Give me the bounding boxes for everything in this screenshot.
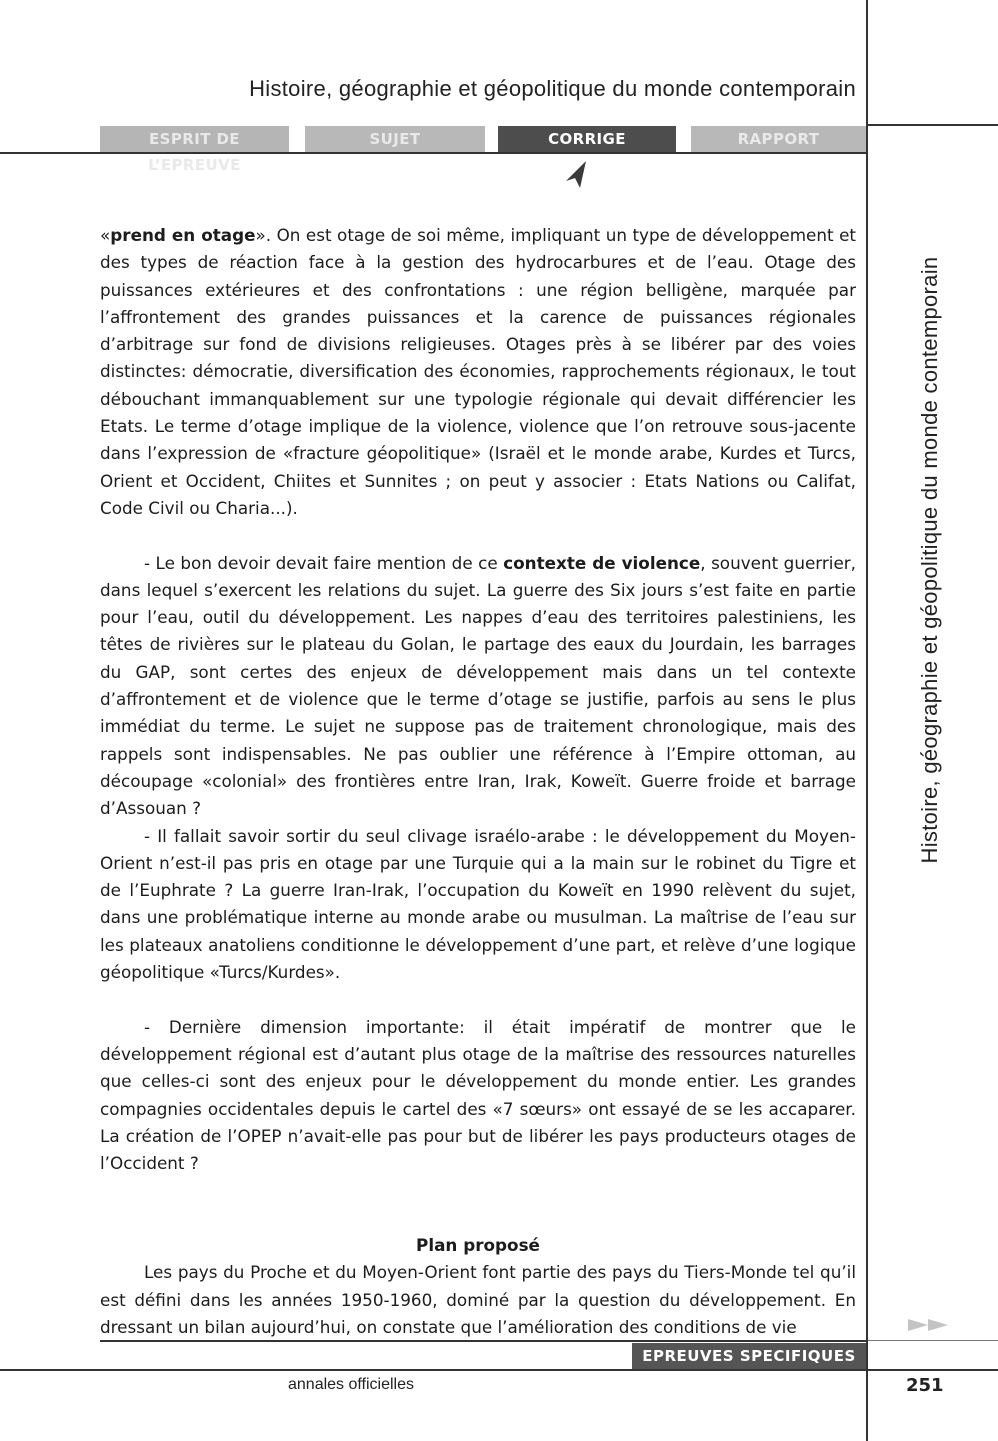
section-label-badge: EPREUVES SPECIFIQUES [632,1343,866,1369]
tabs-bottom-rule [0,152,866,154]
page-header-title: Histoire, géographie et géopolitique du monde contemporain [249,76,856,101]
publication-name: annales officielles [288,1376,415,1393]
paragraph-1: «prend en otage». On est otage de soi même, impliquant un type de développement et des types de réaction face à la gestion des hydrocarbures et de l’eau. Otage des puissances extérieures et des confrontations : une région belligène, marquée par l’affrontement des grandes puissances et la carence de puissances régionales d’arbitrage sur fond de divisions religieuses. Otages près à se libérer par des voies distinctes: démocratie, diversification des économies, rapprochements régionaux, le tout débouchant immanquablement sur une typologie régionale qui devait différencier les Etats. Le terme d’otage implique de la violence, violence que l’on retrouve sous-jacente dans l’expression de «fracture géopolitique» (Israël et le monde arabe, Kurdes et Turcs, Orient et Occident, Chiites et Sunnites ; on peut y associer : Etats Nations ou Califat, Code Civil ou Charia...). [100,225,856,518]
footer-top-rule [100,1340,866,1342]
plan-heading: Plan proposé [416,1234,540,1255]
paragraph-2: - Le bon devoir devait faire mention de ce contexte de violence, souvent guerrier, dans lequel s’exercent les relations du sujet. La guerre des Six jours s’est faite en partie pour l’eau, outil du développement. Les nappes d’eau des territoires palestiniens, les têtes de rivières sur le plateau du Golan, le partage des eaux du Jourdain, les barrages du GAP, sont certes des enjeux de développement mais dans un tel contexte d’affrontement et de violence que le terme d’otage se justifie, parfois au sens le plus immédiat du terme. Le sujet ne suppose pas de traitement chronologique, mais des rappels sont indispensables. Ne pas oublier une référence à l’Empire ottoman, au découpage «colonial» des frontières entre Iran, Irak, Koweït. Guerre froide et barrage d’Assouan ? [100,552,856,819]
vertical-side-title: Histoire, géographie et géopolitique du monde contemporain [917,256,942,864]
bold-term-prend-en-otage: prend en otage [110,225,256,245]
bold-term-contexte-de-violence: contexte de violence [503,552,701,573]
paragraph-3: - Il fallait savoir sortir du seul clivage israélo-arabe : le développement du Moyen-Orient n’est-il pas pris en otage par une Turquie qui a la main sur le robinet du Tigre et de l’Euphrate ? La guerre Iran-Irak, l’occupation du Koweït en 1990 relèvent du sujet, dans une problématique interne au monde arabe ou musulman. La maîtrise de l’eau sur les plateaux anatoliens conditionne le développement d’une part, et relève d’une logique géopolitique «Turcs/Kurdes». [100,825,856,983]
footer-rule [0,1369,998,1371]
paragraph-4: - Dernière dimension importante: il était impératif de montrer que le développement régional est d’autant plus otage de la maîtrise des ressources naturelles que celles-ci sont des enjeux pour le développement du monde entier. Les grandes compagnies occidentales depuis le cartel des «7 sœurs» ont essayé de se les accaparer. La création de l’OPEP n’avait-elle pas pour but de libérer les pays producteurs otages de l’Occident ? [100,1016,856,1174]
footer-right-rule [868,1340,998,1341]
page-number: 251 [906,1375,944,1396]
header-rule [868,124,998,126]
tab-corrige-active[interactable]: CORRIGE [498,126,676,152]
body-text [100,222,856,1341]
next-page-arrows-icon[interactable] [908,1318,952,1332]
tab-sujet[interactable]: SUJET [305,126,485,152]
paragraph-5: Les pays du Proche et du Moyen-Orient font partie des pays du Tiers-Monde tel qu’il est défini dans les années 1950-1960, dominé par la question du développement. En dressant un bilan aujourd’hui, on constate que l’amélioration des conditions de vie [100,1262,856,1337]
tab-esprit-de-l-epreuve[interactable]: ESPRIT DE L’EPREUVE [100,126,289,152]
right-margin-rule [866,0,868,1441]
section-tabs [100,126,866,174]
tab-rapport[interactable]: RAPPORT [691,126,866,152]
pointer-arrow-icon [562,159,590,189]
